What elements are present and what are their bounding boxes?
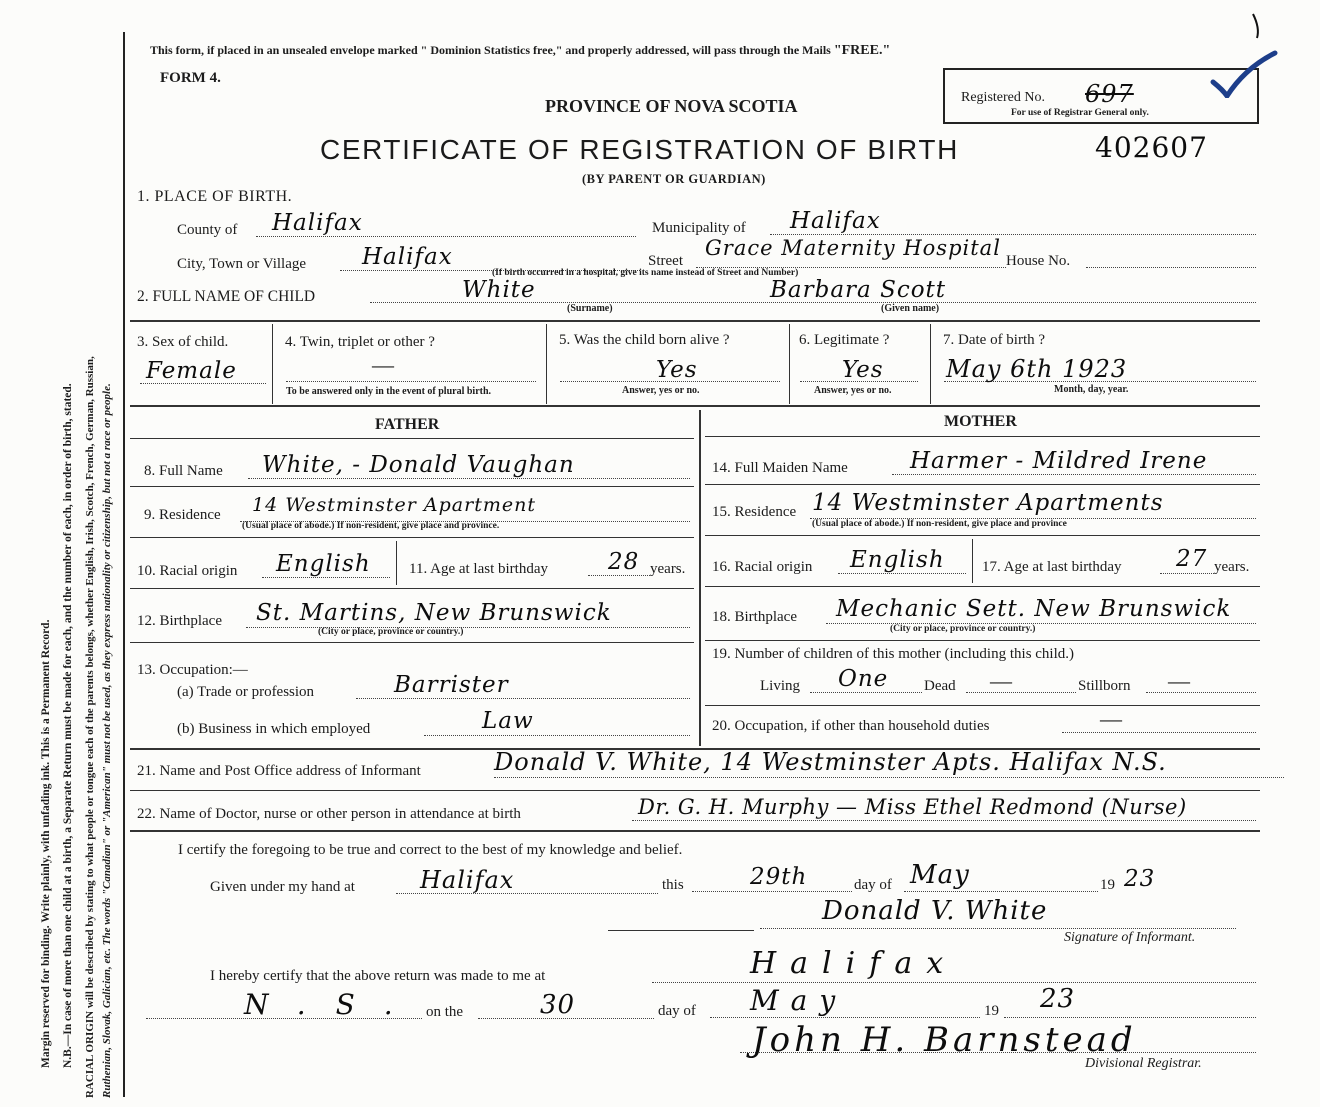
mother-dead-value: —: [990, 668, 1012, 693]
postal-note: This form, if placed in an unsealed envelope marked " Dominion Statistics free," and properly addressed, will pass through the Mails "FREE.": [150, 43, 891, 58]
mother-birthplace-note: (City or place, province or country.): [890, 624, 1036, 634]
father-heading: FATHER: [375, 416, 440, 433]
doctor-line: [632, 820, 1256, 821]
doctor-label: 22. Name of Doctor, nurse or other person in attendance at birth: [137, 806, 521, 822]
city-value: Halifax: [362, 244, 453, 270]
margin-note-racial-origin-2: Ruthenian, Slovak, Galician, etc. The words "Canadian" or "American" must not be used, as they express nationality or citizenship, but not a race or people.: [101, 383, 113, 1098]
registrar-month-line: [710, 1017, 980, 1018]
binding-margin-line: [123, 32, 125, 1097]
mother-racial-value: English: [850, 547, 945, 573]
registrar-year-value: 23: [1040, 984, 1076, 1014]
house-number-label: House No.: [1006, 253, 1071, 269]
place-of-birth-heading: 1. PLACE OF BIRTH.: [137, 188, 293, 205]
registrar-use-note: For use of Registrar General only.: [1011, 108, 1149, 118]
registrar-place-line: [652, 982, 1256, 983]
father-birthplace-line: [246, 627, 690, 628]
registrar-caption: Divisional Registrar.: [1085, 1056, 1202, 1071]
father-age-line: [588, 575, 650, 576]
rule-row3-v3: [789, 324, 790, 404]
dob-label: 7. Date of birth ?: [943, 332, 1046, 348]
given-place-value: Halifax: [420, 866, 515, 894]
certify-statement: I certify the foregoing to be true and correct to the best of my knowledge and belief.: [178, 842, 683, 858]
mother-name-line: [892, 474, 1256, 475]
rule-column-divider: [699, 410, 701, 746]
certify-day-value: 29th: [750, 864, 808, 890]
mother-stillborn-line: [1146, 692, 1256, 693]
rule-row3-top: [130, 320, 1260, 322]
mother-age-label: 17. Age at last birthday: [982, 559, 1122, 575]
registrar-year-prefix: 19: [984, 1003, 999, 1019]
certificate-subtitle: (BY PARENT OR GUARDIAN): [582, 172, 766, 186]
mother-age-line: [1160, 573, 1214, 574]
dob-note: Month, day, year.: [1054, 384, 1129, 395]
rule-m16-v: [972, 539, 973, 583]
rule-heading-bottom-m: [705, 436, 1260, 437]
signature-blank-line: [608, 930, 754, 931]
mother-birthplace-value: Mechanic Sett. New Brunswick: [836, 596, 1232, 622]
father-birthplace-label: 12. Birthplace: [137, 613, 222, 629]
rule-m19: [705, 705, 1260, 706]
rule-m18: [705, 640, 1260, 641]
father-residence-value: 14 Westminster Apartment: [252, 494, 536, 516]
mother-stillborn-value: —: [1168, 668, 1190, 693]
child-name-label: 2. FULL NAME OF CHILD: [137, 288, 316, 305]
margin-note-multiple-births: N.B.—In case of more than one child at a birth, a Separate Return must be made for each, and the number of each, in order of birth, stated.: [62, 383, 74, 1068]
on-the-label: on the: [426, 1004, 464, 1020]
rule-row21-bottom: [130, 790, 1260, 791]
province-heading: PROVINCE OF NOVA SCOTIA: [545, 96, 798, 116]
father-occupation-label: 13. Occupation:—: [137, 662, 248, 678]
rule-f12: [130, 642, 694, 643]
father-racial-line: [262, 577, 390, 578]
legitimate-note: Answer, yes or no.: [814, 385, 892, 396]
certify-year-value: 23: [1124, 866, 1156, 892]
informant-line: [494, 777, 1284, 778]
surname-caption: (Surname): [567, 303, 613, 314]
year-prefix-label: 19: [1100, 877, 1115, 893]
born-alive-label: 5. Was the child born alive ?: [559, 332, 730, 348]
father-name-line: [248, 478, 690, 479]
born-alive-note: Answer, yes or no.: [622, 385, 700, 396]
registrar-statement: I hereby certify that the above return was made to me at: [210, 968, 546, 984]
municipality-value: Halifax: [790, 208, 881, 234]
father-trade-label: (a) Trade or profession: [177, 684, 315, 700]
given-name-caption: (Given name): [881, 303, 940, 314]
father-business-value: Law: [482, 708, 534, 734]
certify-month-value: May: [910, 860, 970, 890]
day-line: [692, 891, 852, 892]
registrar-year-line: [1004, 1017, 1256, 1018]
father-business-label: (b) Business in which employed: [177, 721, 371, 737]
rule-row3-v4: [930, 324, 931, 404]
rule-row3-bottom: [130, 405, 1260, 407]
born-alive-value: Yes: [656, 357, 698, 383]
informant-signature: Donald V. White: [822, 896, 1048, 926]
rule-row3-v1: [272, 324, 273, 404]
father-age-value: 28: [608, 549, 640, 575]
registrar-month-value: May: [750, 984, 848, 1017]
doctor-value: Dr. G. H. Murphy — Miss Ethel Redmond (Nurse): [638, 795, 1187, 819]
street-label: Street: [648, 253, 683, 269]
form-number: FORM 4.: [160, 70, 221, 86]
registrar-prefix-value: N.S.: [244, 988, 423, 1021]
father-trade-value: Barrister: [394, 672, 509, 698]
father-name-value: White, - Donald Vaughan: [262, 452, 575, 478]
child-given-name: Barbara Scott: [770, 277, 947, 303]
legitimate-label: 6. Legitimate ?: [799, 332, 890, 348]
mother-dead-label: Dead: [924, 678, 956, 694]
father-trade-line: [356, 698, 690, 699]
registrar-place-value: Halifax: [750, 946, 958, 981]
rule-f8: [130, 486, 694, 487]
signature-caption: Signature of Informant.: [1064, 930, 1196, 945]
mother-occupation-line: [1062, 732, 1256, 733]
father-racial-value: English: [276, 551, 371, 577]
mother-name-value: Harmer - Mildred Irene: [910, 448, 1208, 474]
informant-signature-line: [760, 928, 1236, 929]
legitimate-value: Yes: [842, 357, 884, 383]
mother-residence-value: 14 Westminster Apartments: [812, 490, 1164, 516]
registration-number: 402607: [1095, 131, 1208, 164]
father-birthplace-value: St. Martins, New Brunswick: [256, 600, 612, 626]
mother-years-label: years.: [1214, 559, 1250, 575]
child-surname: White: [462, 277, 536, 303]
rule-m14: [705, 484, 1260, 485]
mother-name-label: 14. Full Maiden Name: [712, 460, 848, 476]
father-residence-note: (Usual place of abode.) If non-resident, give place and province.: [242, 521, 500, 531]
twin-note: To be answered only in the event of plural birth.: [286, 386, 492, 397]
twin-value: —: [372, 352, 394, 377]
margin-note-racial-origin-1: RACIAL ORIGIN will be described by stating to what people or tongue each of the parents belongs, whether English, Irish, Scotch, French, German, Russian,: [84, 356, 96, 1098]
mother-living-line: [810, 692, 922, 693]
mother-racial-label: 16. Racial origin: [712, 559, 813, 575]
sex-value: Female: [146, 358, 237, 384]
registered-number: 697: [1085, 80, 1134, 108]
mother-dead-line: [966, 692, 1076, 693]
mother-birthplace-label: 18. Birthplace: [712, 609, 797, 625]
postal-free: "FREE.": [833, 43, 891, 58]
mother-age-value: 27: [1176, 546, 1208, 572]
twin-line: [286, 381, 536, 382]
month-line: [904, 891, 1098, 892]
father-residence-label: 9. Residence: [144, 507, 221, 523]
rule-heading-bottom: [130, 438, 694, 439]
county-line: [256, 236, 636, 237]
hospital-note: (If birth occurred in a hospital, give its name instead of Street and Number): [492, 268, 799, 278]
given-under-hand-label: Given under my hand at: [210, 879, 355, 895]
registered-label: Registered No.: [961, 90, 1045, 105]
mother-children-label: 19. Number of children of this mother (including this child.): [712, 646, 1075, 662]
registrar-day-value: 30: [540, 990, 576, 1020]
sex-label: 3. Sex of child.: [137, 334, 229, 350]
house-number-line: [1086, 267, 1256, 268]
father-business-line: [424, 735, 690, 736]
mother-living-label: Living: [760, 678, 800, 694]
mother-occupation-value: —: [1100, 706, 1122, 731]
day-of-label: day of: [854, 877, 892, 893]
mother-residence-label: 15. Residence: [712, 504, 797, 520]
father-age-label: 11. Age at last birthday: [409, 561, 548, 577]
street-value: Grace Maternity Hospital: [705, 236, 1001, 260]
mother-stillborn-label: Stillborn: [1078, 678, 1131, 694]
father-years-label: years.: [650, 561, 686, 577]
rule-m16: [705, 586, 1260, 587]
county-value: Halifax: [272, 210, 363, 236]
city-label: City, Town or Village: [177, 256, 307, 272]
rule-row22-bottom: [130, 830, 1260, 832]
municipality-line: [770, 234, 1256, 235]
mother-living-value: One: [838, 666, 889, 692]
father-racial-label: 10. Racial origin: [137, 563, 238, 579]
father-name-label: 8. Full Name: [144, 463, 223, 479]
twin-label: 4. Twin, triplet or other ?: [285, 334, 435, 350]
check-mark-icon: [1205, 8, 1280, 103]
mother-heading: MOTHER: [944, 413, 1017, 430]
county-label: County of: [177, 222, 238, 238]
rule-f9: [130, 537, 694, 538]
informant-label: 21. Name and Post Office address of Informant: [137, 763, 421, 779]
rule-row3-v2: [546, 324, 547, 404]
father-birthplace-note: (City or place, province or country.): [318, 627, 464, 637]
rule-f10: [130, 588, 694, 589]
rule-f10-v: [396, 541, 397, 585]
mother-occupation-label: 20. Occupation, if other than household duties: [712, 718, 990, 734]
rule-m15: [705, 535, 1260, 536]
registrar-day-of-label: day of: [658, 1003, 696, 1019]
municipality-label: Municipality of: [652, 220, 746, 236]
margin-note-binding: Margin reserved for binding. Write plainly, with unfading ink. This is a Permanent Record.: [40, 619, 52, 1068]
mother-racial-line: [838, 573, 966, 574]
registrar-signature: John H. Barnstead: [752, 1020, 1137, 1060]
this-label: this: [662, 877, 684, 893]
informant-value: Donald V. White, 14 Westminster Apts. Halifax N.S.: [494, 748, 1167, 776]
certificate-title: CERTIFICATE OF REGISTRATION OF BIRTH: [320, 134, 959, 165]
mother-residence-note: (Usual place of abode.) If non-resident, give place and province: [812, 519, 1067, 529]
dob-value: May 6th 1923: [946, 355, 1128, 383]
